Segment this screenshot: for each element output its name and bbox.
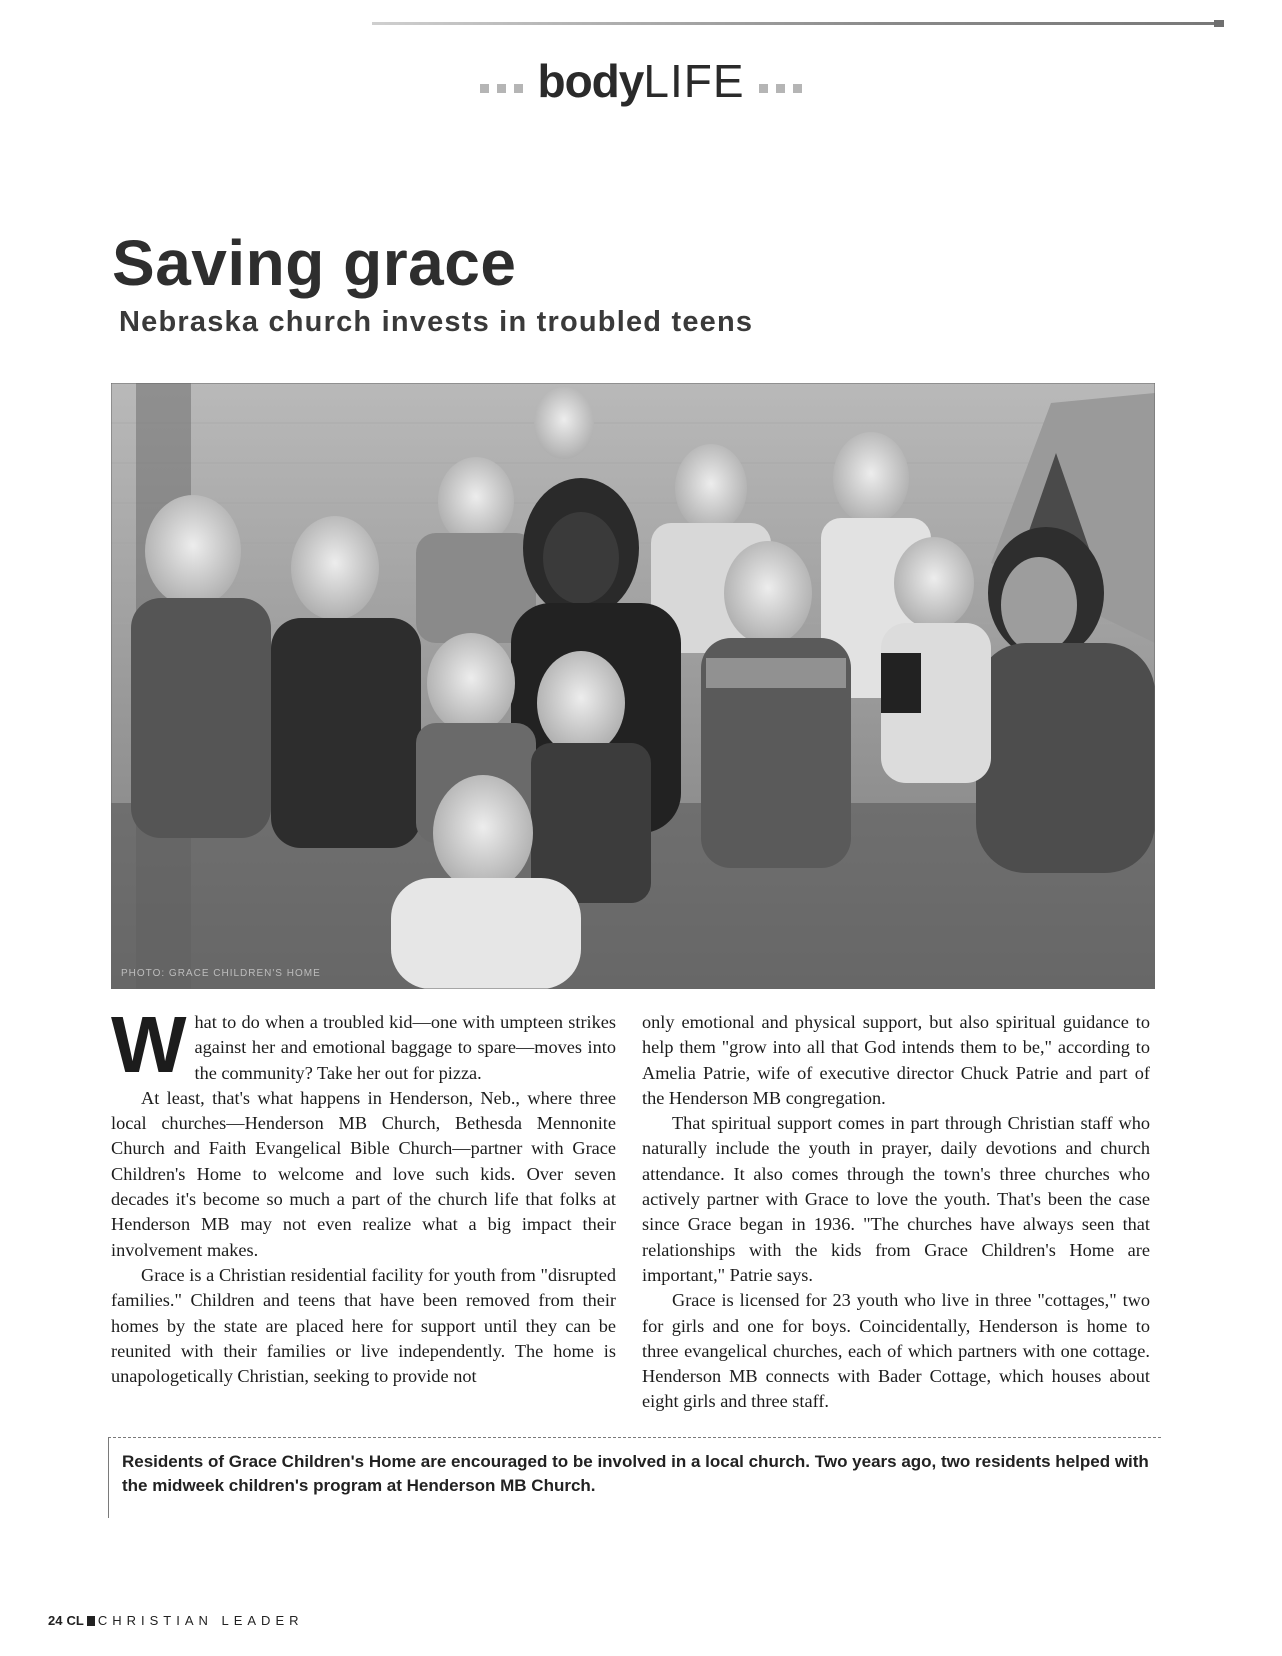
decorative-dots-left — [476, 58, 527, 112]
magazine-name: CHRISTIAN LEADER — [97, 1613, 304, 1628]
section-header — [0, 54, 1282, 112]
article-column-right — [642, 1010, 1150, 1415]
article-paragraph: Grace is licensed for 23 youth who live in three "cottages," two for girls and one for boys. Coincidentally, Henderson is home to three evangelical churches, each of which partners with one cottage. Henderson MB connects with Bader Cottage, which houses about eight girls and three staff. — [642, 1290, 1150, 1412]
group-photo-illustration — [111, 383, 1155, 989]
magazine-abbrev: CL — [66, 1613, 84, 1628]
page-footer — [48, 1613, 304, 1628]
article-paragraph: Grace is a Christian residential facility for youth from "disrupted families." Children and teens that have been removed from their homes by the state are placed here for support until they can be reunited with their families or live independently. The home is unapologetically Christian, seeking to provide not — [111, 1264, 616, 1387]
article-column-left — [111, 1000, 616, 1389]
page-number: 24 — [48, 1613, 63, 1628]
paragraph-text: hat to do when a troubled kid—one with umpteen strikes against her and emotional baggage to spare—moves into the community? Take her out for pizza. — [194, 1012, 616, 1083]
article-title: Saving grace — [112, 227, 517, 299]
drop-cap: W — [111, 1000, 187, 1089]
decorative-dots-right — [755, 58, 806, 112]
article-paragraph — [111, 1000, 616, 1089]
top-rule — [372, 22, 1224, 25]
article-paragraph: That spiritual support comes in part through Christian staff who naturally include the youth in prayer, daily devotions and church attendance. It also comes through the town's three churches who actively partner with Grace to love the youth. That's been the case since Grace began in 1936. "The churches have always seen that relationships with the kids from Grace Children's Home are important," Patrie says. — [642, 1113, 1150, 1285]
group-photo — [111, 383, 1155, 989]
article-paragraph: At least, that's what happens in Henderson, Neb., where three local churches—Henderson MB Church, Bethesda Mennonite Church and Faith Evangelical Bible Church—partner with Grace Children's Home to welcome and love such kids. Over seven decades it's become so much a part of the church life that folks at Henderson MB may not even realize what a big impact their involvement makes. — [111, 1087, 616, 1260]
top-rule-end — [1214, 20, 1224, 27]
section-label-bold: body — [537, 55, 644, 107]
photo-credit: PHOTO: GRACE CHILDREN'S HOME — [121, 968, 321, 979]
article-subtitle: Nebraska church invests in troubled teens — [119, 306, 754, 338]
section-label-thin: LIFE — [643, 55, 745, 107]
article-paragraph: only emotional and physical support, but also spiritual guidance to help them "grow into all that God intends them to be," according to Amelia Patrie, wife of executive director Chuck Patrie and part of the Henderson MB congregation. — [642, 1012, 1150, 1108]
photo-caption: Residents of Grace Children's Home are encouraged to be involved in a local church. Two years ago, two residents helped with the midweek children's program at Henderson MB Church. — [122, 1452, 1149, 1495]
footer-square-icon — [87, 1616, 95, 1626]
